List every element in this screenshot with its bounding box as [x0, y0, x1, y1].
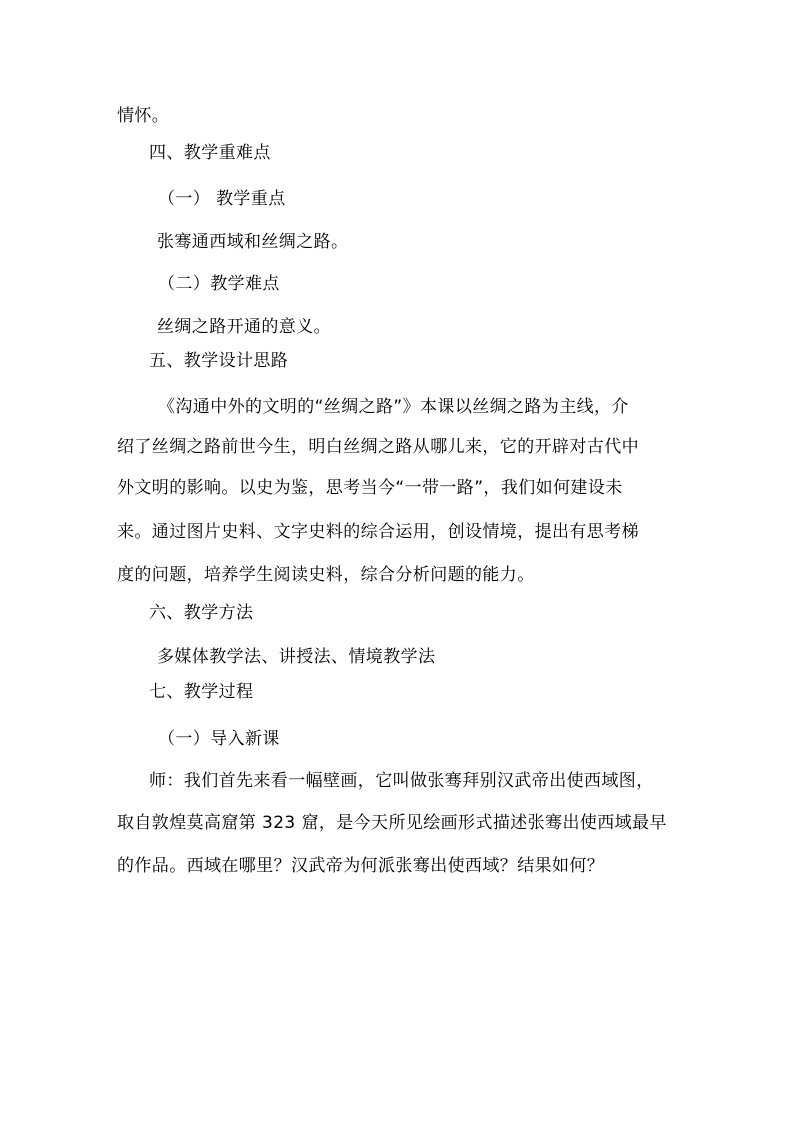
paragraph-design-line-4: 来。通过图片史料、文字史料的综合运用，创设情境，提出有思考梯 [117, 522, 639, 542]
subheading-teaching-key-points: （一） 教学重点 [158, 189, 286, 209]
paragraph-line-closing: 情怀。 [117, 106, 170, 126]
heading-design-approach: 五、教学设计思路 [149, 351, 289, 371]
heading-teaching-process: 七、教学过程 [149, 682, 254, 702]
paragraph-key-points: 张骞通西域和丝绸之路。 [157, 232, 349, 252]
paragraph-design-line-5: 度的问题，培养学生阅读史料，综合分析问题的能力。 [117, 565, 535, 585]
subheading-introduction: （一）导入新课 [158, 729, 280, 749]
subheading-teaching-difficult-points: （二）教学难点 [158, 274, 280, 294]
paragraph-teaching-methods: 多媒体教学法、讲授法、情境教学法 [157, 647, 436, 667]
heading-teaching-methods: 六、教学方法 [149, 603, 254, 623]
paragraph-introduction-line-2: 取自敦煌莫高窟第 323 窟，是今天所见绘画形式描述张骞出使西域最早 [117, 813, 667, 833]
paragraph-design-line-3: 外文明的影响。以史为鉴，思考当今“一带一路”，我们如何建设未 [117, 478, 623, 498]
paragraph-introduction-line-1: 师：我们首先来看一幅壁画，它叫做张骞拜别汉武帝出使西域图， [149, 771, 654, 791]
paragraph-design-line-1: 《沟通中外的文明的“丝绸之路”》本课以丝绸之路为主线，介 [158, 397, 629, 417]
paragraph-design-line-2: 绍了丝绸之路前世今生，明白丝绸之路从哪儿来，它的开辟对古代中 [117, 437, 639, 457]
heading-teaching-key-difficult-points: 四、教学重难点 [149, 143, 271, 163]
paragraph-difficult-points: 丝绸之路开通的意义。 [157, 317, 331, 337]
paragraph-introduction-line-3: 的作品。西域在哪里？汉武帝为何派张骞出使西域？结果如何？ [117, 856, 605, 876]
